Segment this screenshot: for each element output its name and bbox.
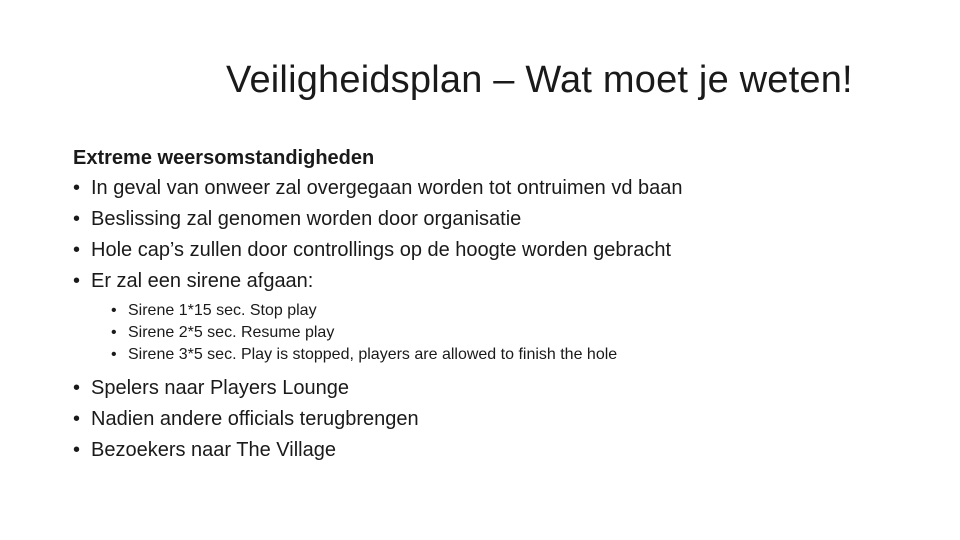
- sublist-item-text: Sirene 1*15 sec. Stop play: [128, 302, 317, 319]
- bullet-icon: •: [73, 408, 81, 430]
- list-item-text: Er zal een sirene afgaan:: [91, 270, 314, 292]
- slide-content: [73, 143, 933, 466]
- list-item: [73, 404, 933, 435]
- list-item: [73, 173, 933, 204]
- list-item-text: Nadien andere officials terugbrengen: [91, 408, 419, 430]
- bullet-list: [73, 173, 933, 297]
- sublist-item: [73, 300, 933, 322]
- sirene-sublist: [73, 300, 933, 366]
- list-item: [73, 235, 933, 266]
- bullet-icon: •: [111, 324, 117, 341]
- sublist-item: [73, 344, 933, 366]
- list-item: [73, 266, 933, 297]
- bullet-icon: •: [73, 177, 81, 199]
- list-item-text: Hole cap’s zullen door controllings op de hoogte worden gebracht: [91, 239, 672, 261]
- slide-title: Veiligheidsplan – Wat moet je weten!: [226, 59, 853, 101]
- bullet-list-continued: [73, 373, 933, 466]
- list-item-text: Beslissing zal genomen worden door organisatie: [91, 208, 522, 230]
- sublist-item: [73, 322, 933, 344]
- bullet-icon: •: [73, 239, 81, 261]
- list-item: [73, 373, 933, 404]
- list-item: [73, 204, 933, 235]
- list-item-text: Spelers naar Players Lounge: [91, 377, 349, 399]
- bullet-icon: •: [73, 439, 81, 461]
- bullet-icon: •: [111, 302, 117, 319]
- list-item: [73, 435, 933, 466]
- sublist-item-text: Sirene 3*5 sec. Play is stopped, players are allowed to finish the hole: [128, 346, 618, 363]
- section-heading: Extreme weersomstandigheden: [73, 147, 375, 169]
- bullet-icon: •: [111, 346, 117, 363]
- list-item-text: Bezoekers naar The Village: [91, 439, 336, 461]
- sublist-item-text: Sirene 2*5 sec. Resume play: [128, 324, 335, 341]
- bullet-icon: •: [73, 377, 81, 399]
- list-item-text: In geval van onweer zal overgegaan worden tot ontruimen vd baan: [91, 177, 683, 199]
- bullet-icon: •: [73, 208, 81, 230]
- bullet-icon: •: [73, 270, 81, 292]
